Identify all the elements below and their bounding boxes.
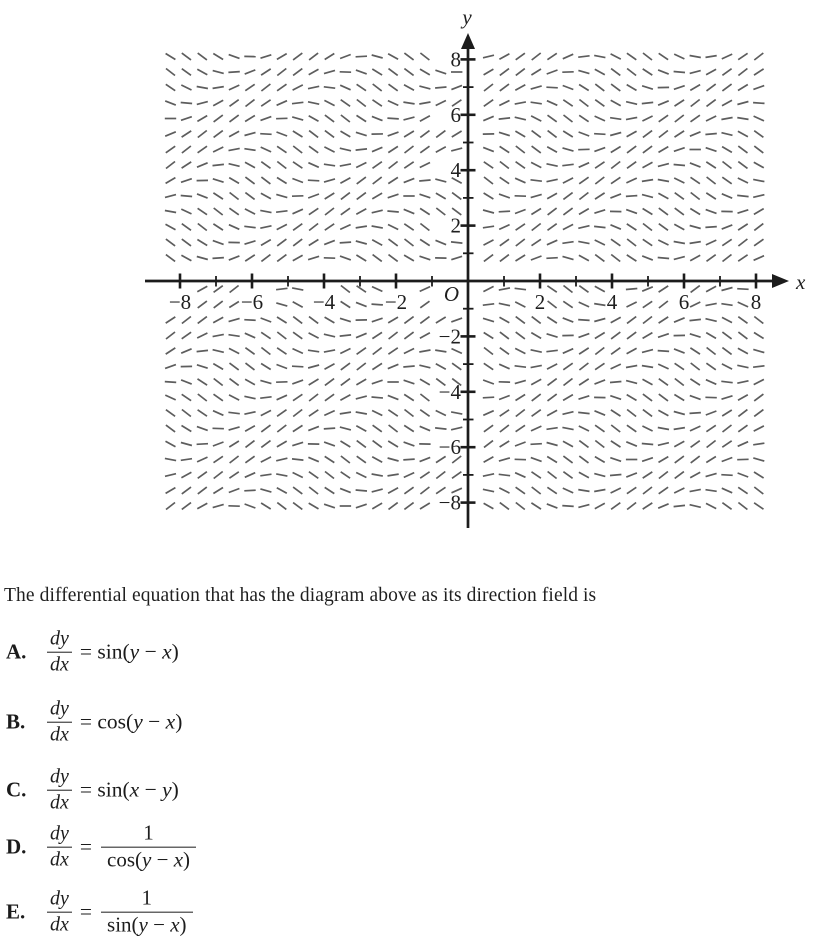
fraction-denominator: dx: [47, 790, 72, 814]
x-tick-label: −8: [168, 290, 192, 314]
option-row-D: [6, 820, 196, 872]
y-tick-label: −4: [438, 379, 461, 404]
option-row-B: [6, 699, 182, 746]
x-axis-arrow-icon: [772, 274, 789, 288]
equation-rhs: = sin(x − y): [79, 777, 179, 802]
equals-sign: =: [79, 834, 93, 859]
fraction-denominator: dx: [47, 722, 72, 746]
equation-rhs: = sin(y − x): [79, 639, 179, 664]
option-letter: B.: [6, 709, 26, 734]
reciprocal-fraction: [101, 885, 193, 937]
fraction-numerator: dy: [50, 697, 69, 720]
dy-dx-fraction: [47, 824, 72, 871]
y-tick-label: 2: [450, 213, 461, 238]
option-letter: C.: [6, 777, 27, 802]
x-tick-labels: [169, 290, 761, 314]
dy-dx-fraction: [47, 629, 72, 676]
fraction-numerator: 1: [141, 885, 153, 910]
fraction-numerator: dy: [50, 822, 69, 845]
x-tick-label: 2: [534, 290, 546, 314]
y-axis-arrow-icon: [461, 33, 475, 49]
x-tick-label: −6: [240, 290, 264, 314]
option-letter: D.: [6, 834, 27, 859]
fraction-denominator: dx: [47, 912, 72, 936]
y-tick-label: −8: [438, 490, 461, 515]
dy-dx-fraction: [47, 767, 72, 814]
option-row-C: [6, 767, 179, 814]
y-tick-label: 8: [450, 47, 461, 72]
y-tick-label: 6: [450, 102, 461, 127]
option-row-A: [6, 629, 179, 676]
fraction-numerator: dy: [50, 887, 69, 910]
x-tick-label: 6: [678, 290, 690, 314]
y-tick-label: −2: [438, 324, 461, 349]
fraction-denominator: dx: [47, 847, 72, 871]
fraction-numerator: 1: [143, 820, 154, 845]
option-letter: E.: [6, 899, 26, 924]
dy-dx-fraction: [47, 889, 72, 936]
x-tick-label: 4: [606, 290, 618, 314]
fraction-numerator: dy: [50, 765, 69, 788]
question-text: The differential equation that has the diagram above as its direction field is: [4, 585, 597, 606]
equals-sign: =: [79, 899, 93, 924]
option-letter: A.: [6, 639, 27, 664]
x-tick-label: −4: [312, 290, 336, 314]
x-axis-label: x: [796, 270, 806, 294]
option-row-E: [6, 885, 193, 937]
y-tick-label: −6: [438, 435, 461, 460]
reciprocal-fraction: [101, 820, 196, 872]
x-tick-label: −2: [384, 290, 408, 314]
fraction-denominator: sin(y − x): [101, 912, 193, 937]
fraction-denominator: dx: [47, 652, 72, 676]
y-axis-label: y: [462, 5, 472, 29]
fraction-denominator: cos(y − x): [101, 847, 196, 872]
fraction-numerator: dy: [50, 627, 69, 650]
origin-label: O: [443, 282, 459, 306]
x-tick-label: 8: [750, 290, 762, 314]
dy-dx-fraction: [47, 699, 72, 746]
equation-rhs: = cos(y − x): [79, 709, 183, 734]
y-tick-label: 4: [450, 158, 461, 183]
